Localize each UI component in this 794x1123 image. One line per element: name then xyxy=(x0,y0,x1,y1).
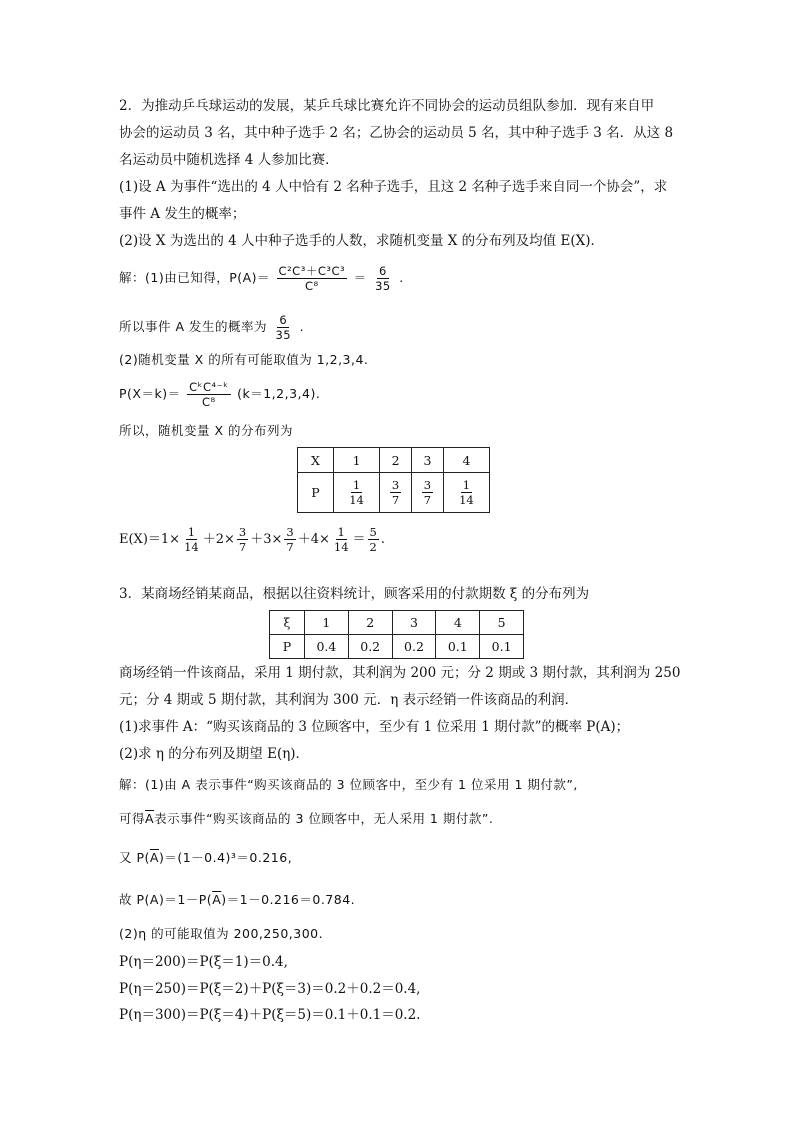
sol1b-num: 6 xyxy=(279,313,288,327)
cell-xi-5: 5 xyxy=(480,611,524,635)
ex-f4-num: 1 xyxy=(337,525,345,539)
sol1-res-den: 35 xyxy=(375,279,391,293)
q2-solution-2-px xyxy=(119,381,320,408)
ex-f1-num: 1 xyxy=(187,525,196,539)
px-fraction xyxy=(187,381,231,408)
ex-term-4: ＋4× xyxy=(297,532,330,547)
q3-solution-1-line4 xyxy=(119,891,355,909)
sol-q3-l3-pre: 又 P( xyxy=(119,850,150,865)
q3-text-line1: 商场经销一件该商品，采用 1 期付款，其利润为 200 元；分 2 期或 3 期付款，其利润为 250 xyxy=(119,665,681,681)
q2-solution-1 xyxy=(119,265,404,292)
sol1-prefix: 解：(1)由已知得，P(A)＝ xyxy=(119,270,271,285)
table-row-x xyxy=(298,448,490,473)
a-complement: $\overline{A}$ xyxy=(212,892,222,907)
p1-den: 14 xyxy=(349,493,364,507)
q3-solution-2-line1: (2)η 的可能取值为 200,250,300. xyxy=(119,926,324,941)
q3-text-line2: 元；分 4 期或 5 期付款，其利润为 300 元．η 表示经销一件该商品的利润． xyxy=(119,692,579,708)
cell-xi-label: ξ xyxy=(270,611,305,635)
cell-x-4: 4 xyxy=(443,448,489,473)
cell-p-4 xyxy=(443,473,489,513)
ex-term-2: ＋2× xyxy=(202,532,235,547)
p4-den: 14 xyxy=(459,493,474,507)
p4-num: 1 xyxy=(462,478,471,492)
p1-num: 1 xyxy=(352,478,361,492)
q3-question-2: (2)求 η 的分布列及期望 E(η)． xyxy=(119,746,310,762)
cell-xi-p-label: P xyxy=(270,635,305,659)
sol1-result xyxy=(373,265,393,292)
a-complement: $\overline{A}$ xyxy=(149,850,159,865)
sol1-fraction xyxy=(277,265,348,292)
sol1-den: C⁸ xyxy=(305,279,319,293)
ex-end: . xyxy=(380,532,385,547)
sol1-end: . xyxy=(399,270,404,285)
ex-start: E(X)＝1× xyxy=(119,532,181,547)
q3-xi-table xyxy=(269,610,524,659)
q3-solution-2-line4: P(η＝300)＝P(ξ＝4)＋P(ξ＝5)＝0.1＋0.1＝0.2. xyxy=(119,1007,421,1023)
sol1-res-num: 6 xyxy=(379,264,387,278)
q3-solution-2-line3: P(η＝250)＝P(ξ＝2)＋P(ξ＝3)＝0.2＋0.2＝0.4, xyxy=(119,981,421,997)
q2-stem-line3: 名运动员中随机选择 4 人参加比赛． xyxy=(119,152,339,168)
cell-xi-p-1: 0.4 xyxy=(305,635,349,659)
sol1-equals: ＝ xyxy=(353,270,367,285)
ex-frac-3 xyxy=(284,526,295,553)
sol-q3-l4-pre: 故 P(A)＝1－P( xyxy=(119,892,213,907)
q2-stem-line2: 协会的运动员 3 名，其中种子选手 2 名；乙协会的运动员 5 名，其中种子选手 3 名．从这 8 xyxy=(119,125,674,141)
q3-stem: 3．某商场经销某商品，根据以往资料统计，顾客采用的付款期数 ξ 的分布列为 xyxy=(119,586,590,602)
ex-term-3: ＋3× xyxy=(250,532,283,547)
table-row-xi xyxy=(270,611,524,635)
table-row-xi-p xyxy=(270,635,524,659)
q2-distribution-table xyxy=(297,447,490,513)
q2-solution-2-line1: (2)随机变量 X 的所有可能取值为 1,2,3,4. xyxy=(119,352,369,367)
sol-q3-l4-post: )＝1－0.216＝0.784. xyxy=(221,892,356,907)
sol1b-den: 35 xyxy=(275,328,292,342)
cell-xi-p-4: 0.1 xyxy=(436,635,480,659)
cell-x-label: X xyxy=(298,448,334,473)
p3-den: 7 xyxy=(423,493,432,507)
q2-solution-1b xyxy=(119,314,304,341)
q3-solution-1-line1: 解：(1)由 A 表示事件“购买该商品的 3 位顾客中，至少有 1 位采用 1 期付款”, xyxy=(119,777,578,792)
px-num: CᵏC⁴⁻ᵏ xyxy=(189,380,229,394)
ex-res-den: 2 xyxy=(369,540,377,554)
ex-eq: ＝ xyxy=(352,532,366,547)
ex-frac-2 xyxy=(237,526,248,553)
ex-f1-den: 14 xyxy=(184,540,199,554)
q3-solution-1-line3 xyxy=(119,849,292,867)
cell-xi-p-5: 0.1 xyxy=(480,635,524,659)
ex-frac-4 xyxy=(332,526,351,553)
cell-x-3: 3 xyxy=(411,448,443,473)
q3-solution-2-line2: P(η＝200)＝P(ξ＝1)＝0.4, xyxy=(119,954,288,970)
a-complement: $\overline{A}$ xyxy=(145,811,155,826)
px-suffix: (k＝1,2,3,4). xyxy=(237,386,321,401)
table-row-p xyxy=(298,473,490,513)
p2-den: 7 xyxy=(391,493,400,507)
sol-q3-l2-pre: 可得 xyxy=(119,811,146,826)
cell-p-label: P xyxy=(298,473,334,513)
p2-num: 3 xyxy=(391,478,400,492)
cell-xi-4: 4 xyxy=(436,611,480,635)
px-prefix: P(X＝k)＝ xyxy=(119,386,181,401)
ex-frac-1 xyxy=(182,526,201,553)
cell-xi-p-3: 0.2 xyxy=(392,635,436,659)
ex-f4-den: 14 xyxy=(333,540,349,554)
q3-solution-1-line2 xyxy=(119,810,493,828)
cell-p-2 xyxy=(380,473,412,513)
ex-f3-den: 7 xyxy=(286,540,294,554)
sol1b-fraction xyxy=(273,314,293,341)
px-den: C⁸ xyxy=(202,395,216,409)
cell-x-1: 1 xyxy=(334,448,380,473)
sol1b-prefix: 所以事件 A 发生的概率为 xyxy=(119,319,267,334)
q2-part1-line2: 事件 A 发生的概率； xyxy=(119,206,246,222)
q2-part1-line1: (1)设 A 为事件“选出的 4 人中恰有 2 名种子选手，且这 2 名种子选手来自同一个协会”，求 xyxy=(119,179,668,195)
sol1-num: C²C³＋C³C³ xyxy=(278,264,346,278)
q2-part2: (2)设 X 为选出的 4 人中种子选手的人数，求随机变量 X 的分布列及均值 E(X)． xyxy=(119,233,604,249)
ex-f2-num: 3 xyxy=(238,525,247,539)
q3-question-1: (1)求事件 A：“购买该商品的 3 位顾客中，至少有 1 位采用 1 期付款”的概率 P(A)； xyxy=(119,719,630,735)
p3-num: 3 xyxy=(423,478,432,492)
cell-p-3 xyxy=(411,473,443,513)
q2-dist-intro: 所以，随机变量 X 的分布列为 xyxy=(119,423,294,438)
cell-xi-2: 2 xyxy=(348,611,392,635)
cell-p-1 xyxy=(334,473,380,513)
sol1b-end: . xyxy=(299,319,305,334)
q2-stem-line1: 2．为推动乒乓球运动的发展，某乒乓球比赛允许不同协会的运动员组队参加．现有来自甲 xyxy=(119,98,655,114)
ex-result xyxy=(368,526,379,553)
q2-expectation xyxy=(119,526,385,553)
cell-xi-3: 3 xyxy=(392,611,436,635)
ex-res-num: 5 xyxy=(369,525,377,539)
sol-q3-l3-post: )＝(1－0.4)³＝0.216, xyxy=(158,850,293,865)
cell-xi-1: 1 xyxy=(305,611,349,635)
ex-f2-den: 7 xyxy=(238,540,247,554)
cell-x-2: 2 xyxy=(380,448,412,473)
sol-q3-l2-post: 表示事件“购买该商品的 3 位顾客中，无人采用 1 期付款”. xyxy=(154,811,494,826)
ex-f3-num: 3 xyxy=(286,525,294,539)
cell-xi-p-2: 0.2 xyxy=(348,635,392,659)
